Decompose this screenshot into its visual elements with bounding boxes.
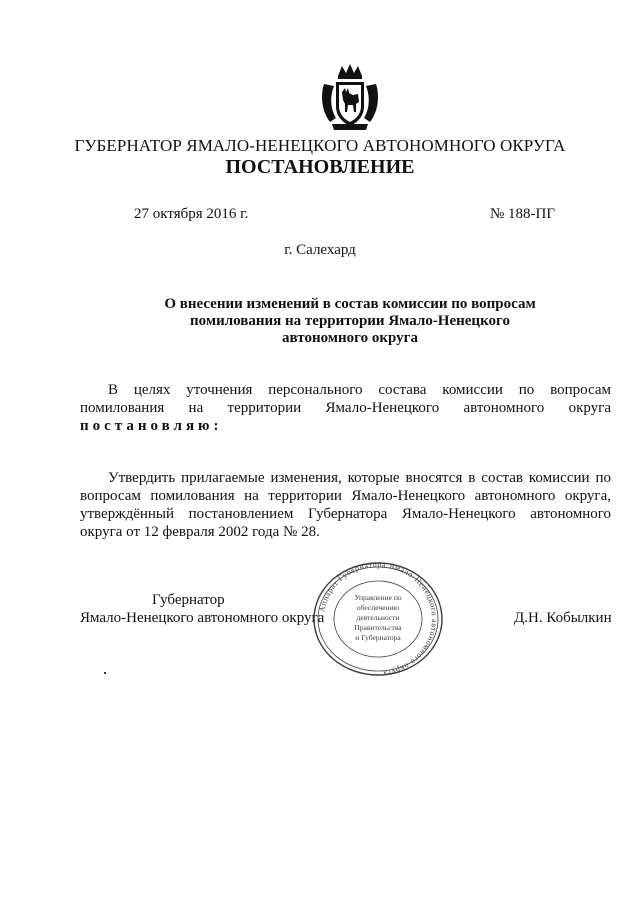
document-city: г. Салехард: [284, 242, 356, 258]
stamp-ring-text: Аппарат Губернатора Ямало-Ненецкого автономного округа: [317, 560, 440, 678]
stamp-center-text: Управление по: [354, 593, 402, 602]
document-date: 27 октября 2016 г.: [134, 206, 249, 222]
decree-word: постановляю:: [80, 418, 223, 434]
subject-line: О внесении изменений в состав комиссии по вопросам: [164, 296, 536, 312]
document-subject: [150, 296, 550, 347]
stamp-center-text: Правительства: [354, 623, 402, 632]
preamble-line: помилования на территории Ямало-Ненецкого автономного округа: [80, 400, 611, 416]
stamp-center-text: обеспечению: [356, 603, 400, 612]
signatory-title-region: Ямало-Ненецкого автономного округа: [80, 610, 325, 626]
stamp-center-text: деятельности: [356, 613, 400, 622]
stray-dot-mark: [104, 672, 106, 674]
operative-paragraph: Утвердить прилагаемые изменения, которые вносятся в состав комиссии по вопросам помилования на территории Ямало-Ненецкого автономного округа, утверждённый постановлением Губернатора Ямало-Ненецкого автономного округа от 12 февраля 2002 года № 28.: [80, 470, 611, 540]
issuing-authority: ГУБЕРНАТОР ЯМАЛО-НЕНЕЦКОГО АВТОНОМНОГО ОКРУГА: [74, 136, 566, 155]
stamp-center-text: и Губернатора: [355, 633, 401, 642]
subject-line: помилования на территории Ямало-Ненецкого: [190, 313, 510, 329]
svg-text:Аппарат Губернатора Ямало-Нене: [317, 560, 439, 678]
preamble-paragraph: [80, 381, 611, 435]
signatory-title: Губернатор: [152, 592, 225, 608]
official-stamp: [310, 560, 446, 678]
preamble-line: В целях уточнения персонального состава комиссии по вопросам: [108, 382, 611, 398]
signatory-name: Д.Н. Кобылкин: [514, 610, 612, 626]
subject-line: автономного округа: [282, 330, 418, 346]
coat-of-arms-emblem: [318, 62, 382, 132]
document-type-title: ПОСТАНОВЛЕНИЕ: [225, 156, 415, 178]
document-number: № 188-ПГ: [490, 206, 556, 222]
